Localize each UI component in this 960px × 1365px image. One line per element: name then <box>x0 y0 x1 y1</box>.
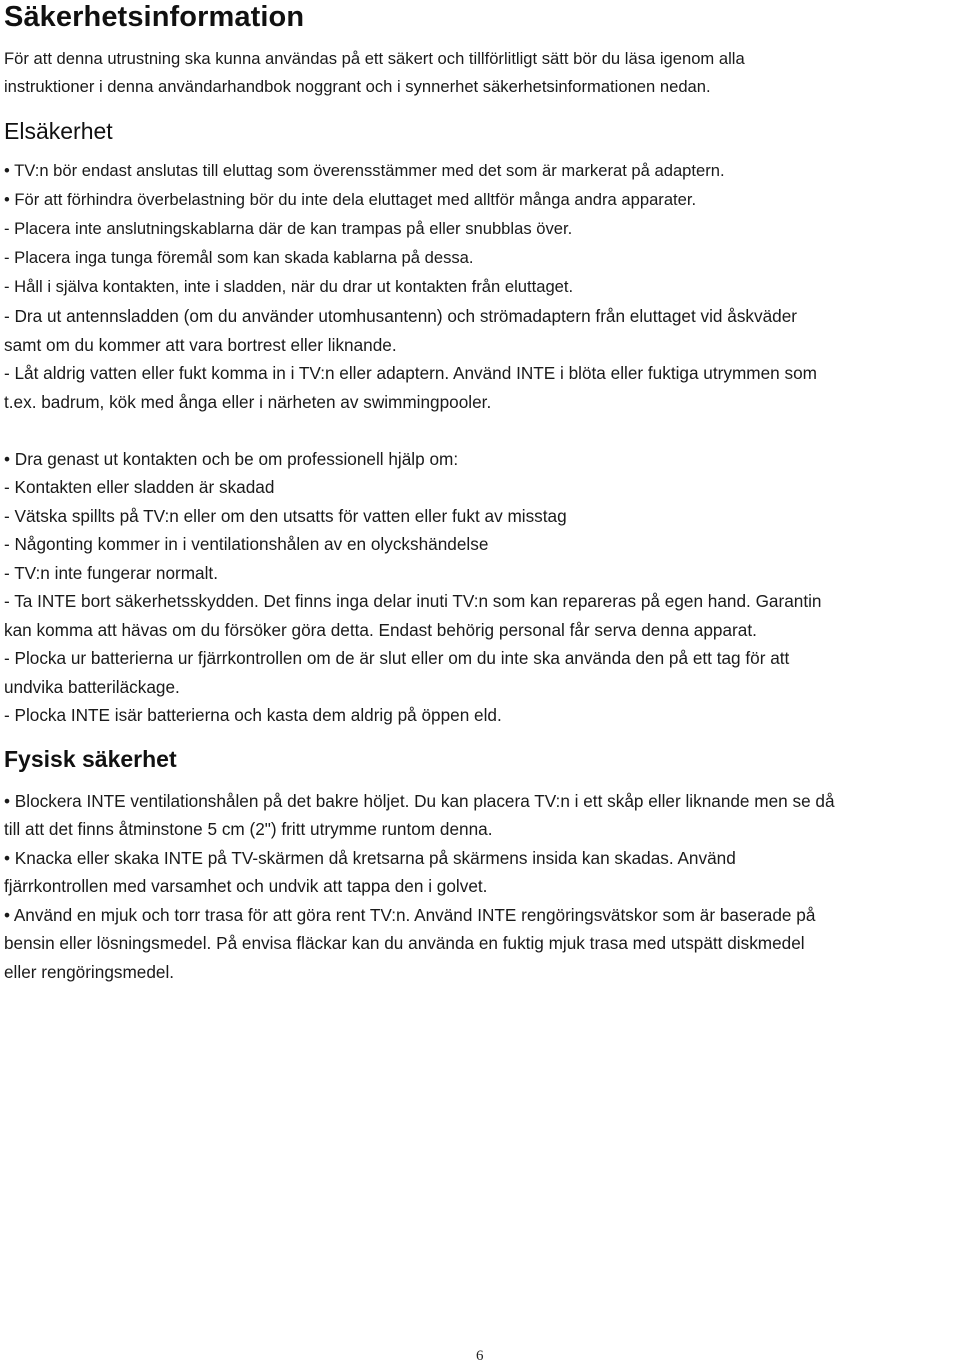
fysisk-line: • Blockera INTE ventilationshålen på det bakre höljet. Du kan placera TV:n i ett skåp eller liknande men se då <box>4 791 835 811</box>
professional-line: - Kontakten eller sladden är skadad <box>4 477 275 497</box>
intro-line-2: instruktioner i denna användarhandbok noggrant och i synnerhet säkerhetsinformationen nedan. <box>4 77 711 96</box>
elsakerhet-line: - Placera inga tunga föremål som kan skada kablarna på dessa. <box>4 248 474 267</box>
professional-line: - Plocka ur batterierna ur fjärrkontrollen om de är slut eller om du inte ska använda den på ett tag för att <box>4 648 790 668</box>
fysisk-line: till att det finns åtminstone 5 cm (2") fritt utrymme runtom denna. <box>4 819 493 839</box>
elsakerhet-line: t.ex. badrum, kök med ånga eller i närheten av swimmingpooler. <box>4 392 492 412</box>
elsakerhet-line: - Placera inte anslutningskablarna där de kan trampas på eller snubblas över. <box>4 219 573 238</box>
professional-line: - Någonting kommer in i ventilationshålen av en olyckshändelse <box>4 534 489 554</box>
professional-line: - Plocka INTE isär batterierna och kasta dem aldrig på öppen eld. <box>4 705 502 725</box>
section-heading-elsakerhet: Elsäkerhet <box>4 118 113 144</box>
elsakerhet-line: - Dra ut antennsladden (om du använder utomhusantenn) och strömadaptern från eluttaget vid åskväder <box>4 306 798 326</box>
elsakerhet-line: samt om du kommer att vara bortrest eller liknande. <box>4 335 397 355</box>
elsakerhet-line: - Håll i själva kontakten, inte i sladden, när du drar ut kontakten från eluttaget. <box>4 277 574 296</box>
fysisk-line: eller rengöringsmedel. <box>4 962 175 982</box>
professional-line: undvika batteriläckage. <box>4 677 180 697</box>
elsakerhet-line: • För att förhindra överbelastning bör du inte dela eluttaget med alltför många andra apparater. <box>4 190 697 209</box>
fysisk-line: bensin eller lösningsmedel. På envisa fläckar kan du använda en fuktig mjuk trasa med utspätt diskmedel <box>4 933 805 953</box>
elsakerhet-line: - Låt aldrig vatten eller fukt komma in i TV:n eller adaptern. Använd INTE i blöta eller fuktiga utrymmen som <box>4 363 817 383</box>
professional-line: - Vätska spillts på TV:n eller om den utsatts för vatten eller fukt av misstag <box>4 506 567 526</box>
intro-line-1: För att denna utrustning ska kunna användas på ett säkert och tillförlitligt sätt bör du läsa igenom alla <box>4 49 745 68</box>
page-title: Säkerhetsinformation <box>4 1 305 33</box>
section-heading-fysisk: Fysisk säkerhet <box>4 746 177 772</box>
professional-line: - TV:n inte fungerar normalt. <box>4 563 218 583</box>
professional-line: - Ta INTE bort säkerhetsskydden. Det finns inga delar inuti TV:n som kan repareras på egen hand. Garantin <box>4 591 822 611</box>
elsakerhet-line: • TV:n bör endast anslutas till eluttag som överensstämmer med det som är markerat på adaptern. <box>4 161 725 180</box>
page-number: 6 <box>476 1348 484 1364</box>
fysisk-line: • Knacka eller skaka INTE på TV-skärmen då kretsarna på skärmens insida kan skadas. Använd <box>4 848 736 868</box>
professional-line: kan komma att hävas om du försöker göra detta. Endast behörig personal får serva denna apparat. <box>4 620 757 640</box>
fysisk-line: • Använd en mjuk och torr trasa för att göra rent TV:n. Använd INTE rengöringsvätskor som är baserade på <box>4 905 816 925</box>
professional-line: • Dra genast ut kontakten och be om professionell hjälp om: <box>4 449 459 469</box>
fysisk-line: fjärrkontrollen med varsamhet och undvik att tappa den i golvet. <box>4 876 488 896</box>
